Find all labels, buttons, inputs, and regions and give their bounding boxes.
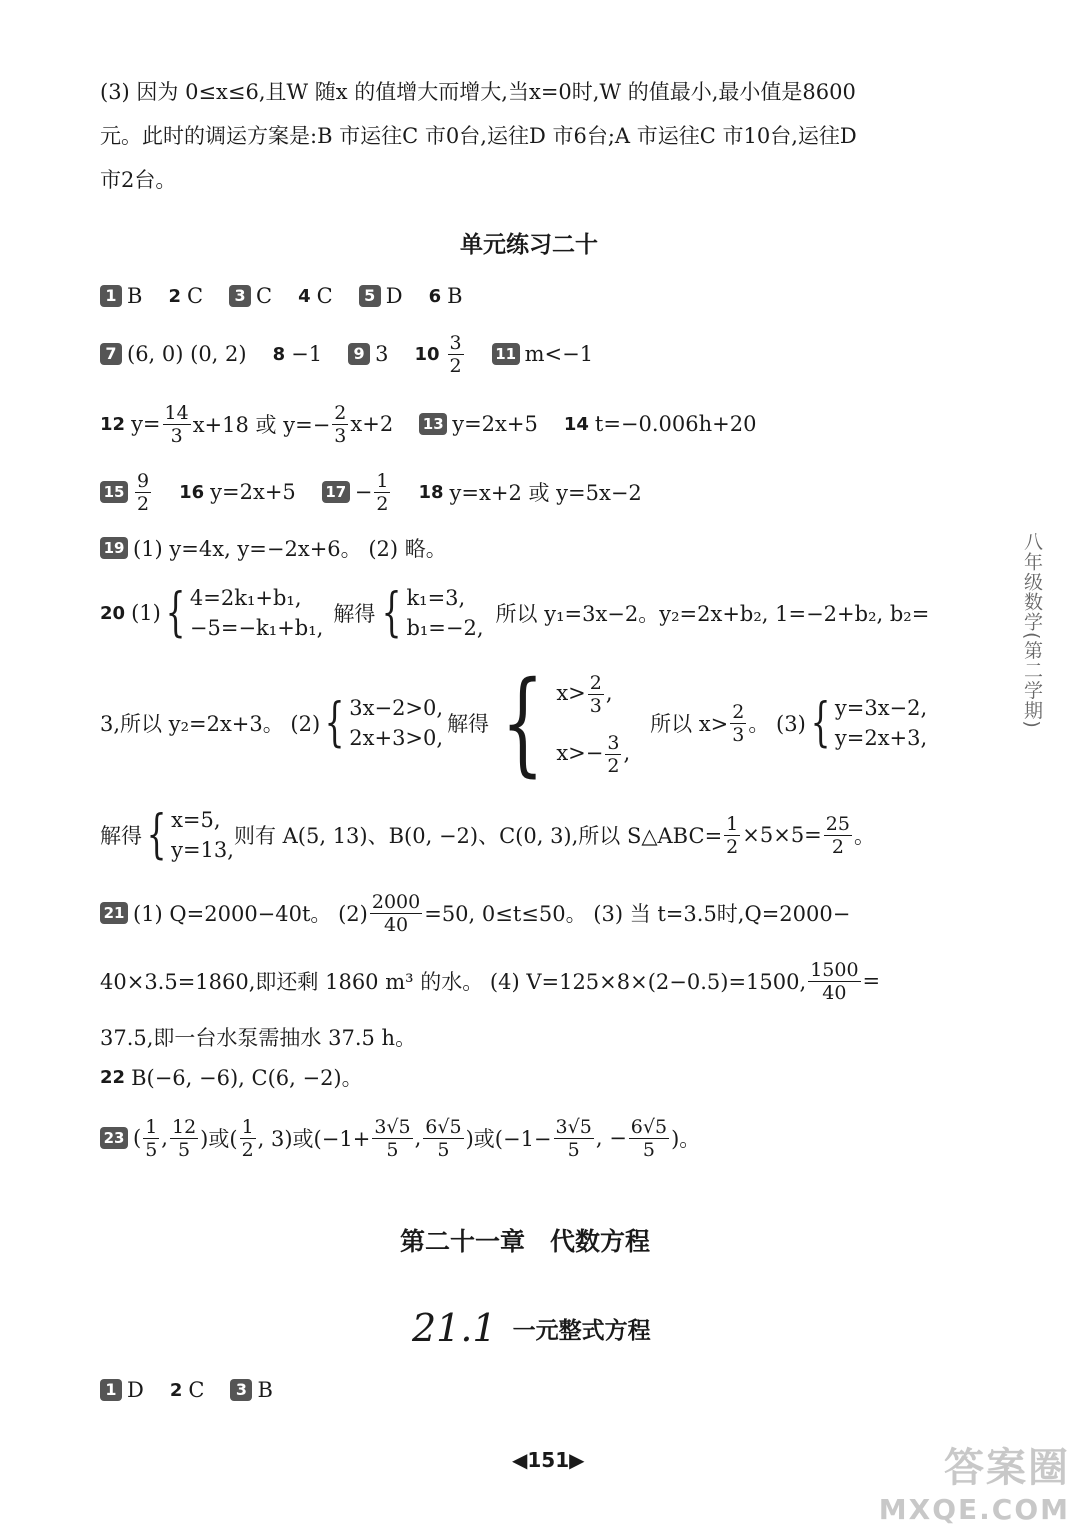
expr-part: , xyxy=(414,1126,422,1150)
numerator: 14 xyxy=(164,401,189,424)
equation: y=13, xyxy=(171,838,234,862)
question-number-badge: 21 xyxy=(100,902,128,924)
fraction xyxy=(170,1116,198,1161)
answer-value: C xyxy=(188,1378,205,1402)
expr-part: y= xyxy=(131,412,161,436)
question-number-badge: 3 xyxy=(229,285,251,307)
answer-21-line-1 xyxy=(100,884,850,942)
answer-11 xyxy=(492,342,593,366)
expr-part: (1) Q=2000−40t。 (2) xyxy=(133,902,368,926)
numerator: 3√5 xyxy=(555,1115,592,1138)
answer-1 xyxy=(100,284,142,308)
question-number: 2 xyxy=(169,1379,183,1401)
question-number-badge: 11 xyxy=(492,343,520,365)
answer-value: y=x+2 或 y=5x−2 xyxy=(449,481,642,505)
numerator: 6√5 xyxy=(630,1115,668,1138)
question-number: 10 xyxy=(414,343,440,365)
answer-2 xyxy=(168,284,203,308)
expr-part: x> xyxy=(556,681,586,705)
numerator: 1 xyxy=(726,812,739,835)
fraction xyxy=(629,1116,669,1161)
denominator: 5 xyxy=(145,1138,158,1161)
fraction xyxy=(808,959,860,1004)
question-number-badge: 5 xyxy=(359,285,381,307)
expr-part: 所以 y₁=3x−2。y₂=2x+b₂, 1=−2+b₂, b₂= xyxy=(495,602,930,626)
question-number-badge: 9 xyxy=(348,343,370,365)
fraction xyxy=(730,701,746,746)
denominator: 2 xyxy=(831,835,844,858)
expr-part: 3,所以 y₂=2x+3。 (2) xyxy=(100,712,321,736)
question-number-badge: 1 xyxy=(100,285,122,307)
equation-system xyxy=(171,805,234,865)
numerator: 1 xyxy=(145,1115,158,1138)
section-title: 单元练习二十 xyxy=(460,232,598,258)
answer-value: −1 xyxy=(291,342,323,366)
equation: y=3x−2, xyxy=(834,696,928,720)
answer-23 xyxy=(100,1108,700,1168)
fraction xyxy=(448,332,464,377)
inequality: 3x−2>0, xyxy=(349,696,444,720)
answer-value: B(−6, −6), C(6, −2)。 xyxy=(131,1066,363,1090)
solve-label: 解得 xyxy=(333,602,376,626)
answer-3 xyxy=(229,284,272,308)
answer-value: m<−1 xyxy=(524,342,594,366)
answer-4 xyxy=(298,284,333,308)
denominator: 3 xyxy=(334,424,347,447)
denominator: 2 xyxy=(726,835,739,858)
question-number: 6 xyxy=(428,285,442,307)
question-number: 8 xyxy=(272,343,286,365)
fraction xyxy=(374,470,390,515)
question-number-badge: 13 xyxy=(419,413,447,435)
question-number: 14 xyxy=(563,413,589,435)
answer-9 xyxy=(348,342,388,366)
numerator: 1 xyxy=(241,1115,254,1138)
denominator: 2 xyxy=(376,492,389,515)
answer-value: y=2x+5 xyxy=(210,480,296,504)
numerator: 2 xyxy=(732,700,745,723)
answer-2 xyxy=(170,1378,205,1402)
answer-17 xyxy=(322,470,393,515)
denominator: 5 xyxy=(567,1138,580,1161)
equation-system xyxy=(835,693,927,753)
numerator: 3 xyxy=(607,732,620,754)
answer-22 xyxy=(100,1054,363,1100)
watermark-text: 答案圈 xyxy=(944,1445,1070,1491)
answers-row-3 xyxy=(100,394,782,454)
page-number: ◀151▶ xyxy=(512,1448,585,1472)
answer-3 xyxy=(230,1378,272,1402)
equation: 4=2k₁+b₁, xyxy=(189,586,302,610)
fraction xyxy=(824,813,852,858)
question-number: 22 xyxy=(100,1066,126,1088)
numerator: 2000 xyxy=(371,890,421,913)
brace-icon: { xyxy=(146,805,167,865)
answer-14 xyxy=(564,412,757,436)
book-title-sidebar: 八年级数学(第二学期) xyxy=(1021,532,1043,729)
question-number-badge: 3 xyxy=(230,1379,252,1401)
equation-system xyxy=(190,583,323,643)
answer-value: C xyxy=(256,284,273,308)
question-number: 16 xyxy=(179,481,205,503)
answer-value: C xyxy=(186,284,204,308)
denominator: 2 xyxy=(241,1138,254,1161)
equation-system xyxy=(556,663,630,783)
answers-row-4 xyxy=(100,462,668,522)
subsection-number: 21.1 xyxy=(412,1306,497,1350)
answer-7 xyxy=(100,342,247,366)
equation: b₁=−2, xyxy=(406,616,484,640)
fraction xyxy=(724,813,740,858)
answer-value: C xyxy=(316,284,333,308)
question-number: 18 xyxy=(418,481,444,503)
answer-value: D xyxy=(127,1378,144,1402)
expr-part: )或( xyxy=(200,1127,238,1151)
answer-20-line-1 xyxy=(100,580,929,646)
numerator: 12 xyxy=(171,1115,197,1138)
fraction xyxy=(163,402,191,447)
subsection-heading xyxy=(412,1306,651,1350)
answer-value: (1) y=4x, y=−2x+6。 (2) 略。 xyxy=(133,537,447,561)
denominator: 3 xyxy=(732,723,745,746)
answer-21-line-3: 37.5,即一台水泵需抽水 37.5 h。 xyxy=(100,1026,417,1050)
question-number: 2 xyxy=(168,285,181,307)
numerator: 2 xyxy=(589,672,602,694)
intro-line-3: 市2台。 xyxy=(100,168,177,192)
solve-label: 解得 xyxy=(447,712,490,736)
expr-part: , − xyxy=(595,1126,627,1150)
brace-icon: { xyxy=(810,693,831,753)
expr-part: )。 xyxy=(671,1127,701,1151)
chapter-title: 第二十一章 代数方程 xyxy=(400,1227,651,1256)
fraction xyxy=(554,1116,594,1161)
expr-part: 40×3.5=1860,即还剩 1860 m³ 的水。 (4) V=125×8×(2−0.5)=1500, xyxy=(100,970,807,994)
numerator: 1 xyxy=(376,469,389,492)
answer-5 xyxy=(359,284,403,308)
denominator: 5 xyxy=(178,1138,191,1161)
denominator: 5 xyxy=(642,1138,655,1161)
answer-1 xyxy=(100,1378,144,1402)
denominator: 3 xyxy=(589,695,602,717)
answer-6 xyxy=(429,284,463,308)
equation: x=5, xyxy=(171,808,221,832)
fraction xyxy=(588,672,604,717)
denominator: 2 xyxy=(607,755,620,777)
expr-part: = xyxy=(862,969,881,993)
answer-12 xyxy=(100,402,393,447)
numerator: 3 xyxy=(449,331,462,354)
answer-20-line-3 xyxy=(100,800,875,870)
fraction xyxy=(135,470,151,515)
watermark-logo xyxy=(879,1436,1070,1526)
fraction xyxy=(240,1116,256,1161)
answer-19 xyxy=(100,520,447,576)
answers-row-last xyxy=(100,1360,299,1420)
denominator: 40 xyxy=(822,981,847,1004)
intro-line-1: (3) 因为 0≤x≤6,且W 随x 的值增大而增大,当x=0时,W 的值最小,最小值是8600 xyxy=(100,80,856,104)
answer-value: D xyxy=(385,284,403,308)
part-label: (1) xyxy=(131,601,161,625)
answer-value: B xyxy=(127,284,143,308)
answer-15 xyxy=(100,470,153,515)
brace-icon: { xyxy=(324,693,345,753)
sign: − xyxy=(354,480,373,504)
expr-part: =50, 0≤t≤50。 (3) 当 t=3.5时,Q=2000− xyxy=(424,902,851,926)
question-number-badge: 17 xyxy=(322,481,350,503)
answer-13 xyxy=(419,412,538,436)
expr-part: 则有 A(5, 13)、B(0, −2)、C(0, 3),所以 S△ABC= xyxy=(233,824,723,848)
inequality: x> $\frac{2}{3}$ , xyxy=(556,672,613,717)
answer-10 xyxy=(414,332,465,377)
equation: y=2x+3, xyxy=(834,726,928,750)
numerator: 9 xyxy=(137,469,150,492)
fraction xyxy=(332,402,348,447)
inequality: x>− $\frac{3}{2}$ , xyxy=(556,732,631,777)
question-number-badge: 15 xyxy=(100,481,128,503)
answer-value: B xyxy=(257,1378,273,1402)
brace-icon: { xyxy=(165,583,186,643)
expr-part: x>− xyxy=(556,741,604,765)
numerator: 2 xyxy=(334,401,347,424)
answers-row-2 xyxy=(100,324,619,384)
numerator: 25 xyxy=(825,812,850,835)
equation-system xyxy=(406,583,483,643)
fraction xyxy=(605,732,621,777)
expr-part: )或(−1− xyxy=(465,1127,552,1151)
expr-part: ×5×5= xyxy=(742,823,822,847)
answers-row-1 xyxy=(100,266,489,326)
equation-system xyxy=(349,693,443,753)
expr-part: x+2 xyxy=(350,412,394,436)
equation: k₁=3, xyxy=(406,586,466,610)
answer-value: 3 xyxy=(375,342,389,366)
answer-value: t=−0.006h+20 xyxy=(594,412,757,436)
answer-value: y=2x+5 xyxy=(452,412,538,436)
equation: −5=−k₁+b₁, xyxy=(189,616,324,640)
answer-value: (6, 0) (0, 2) xyxy=(127,342,247,366)
question-number-badge: 19 xyxy=(100,537,128,559)
question-number-badge: 23 xyxy=(100,1127,128,1149)
answer-16 xyxy=(179,480,296,504)
answer-20-line-2 xyxy=(100,660,927,786)
fraction xyxy=(143,1116,159,1161)
question-number: 4 xyxy=(298,285,311,307)
expr-part: 。 xyxy=(853,824,875,848)
denominator: 3 xyxy=(170,424,183,447)
numerator: 6√5 xyxy=(425,1115,462,1138)
denominator: 2 xyxy=(137,492,150,515)
expr-part: , xyxy=(161,1126,168,1150)
intro-line-2: 元。此时的调运方案是:B 市运往C 市0台,运往D 市6台;A 市运往C 市10台,运往D xyxy=(100,124,857,148)
fraction xyxy=(372,1116,412,1161)
brace-icon: { xyxy=(381,583,402,643)
expr-part: , 3)或(−1+ xyxy=(257,1127,371,1151)
expr-part: 所以 x> xyxy=(650,712,729,736)
numerator: 1500 xyxy=(810,958,859,981)
expr-part: x+18 或 y=− xyxy=(192,413,331,437)
answer-18 xyxy=(418,477,641,507)
question-number-badge: 1 xyxy=(100,1379,122,1401)
denominator: 40 xyxy=(383,913,409,936)
numerator: 3√5 xyxy=(374,1115,411,1138)
brace-icon: { xyxy=(501,658,545,788)
denominator: 2 xyxy=(449,354,462,377)
answer-21-line-2 xyxy=(100,952,880,1010)
denominator: 5 xyxy=(386,1138,399,1161)
answer-8 xyxy=(273,342,323,366)
fraction xyxy=(423,1116,463,1161)
solve-label: 解得 xyxy=(100,824,142,848)
expr-part: ( xyxy=(133,1126,142,1150)
fraction xyxy=(370,891,422,936)
answer-value: B xyxy=(447,284,463,308)
denominator: 5 xyxy=(437,1138,450,1161)
expr-part: 。 (3) xyxy=(748,712,806,736)
question-number-badge: 7 xyxy=(100,343,122,365)
watermark-url: MXQE.COM xyxy=(878,1493,1070,1526)
inequality: 2x+3>0, xyxy=(349,726,444,750)
subsection-title: 一元整式方程 xyxy=(512,1317,651,1344)
question-number: 20 xyxy=(100,602,126,624)
question-number: 12 xyxy=(100,413,126,435)
